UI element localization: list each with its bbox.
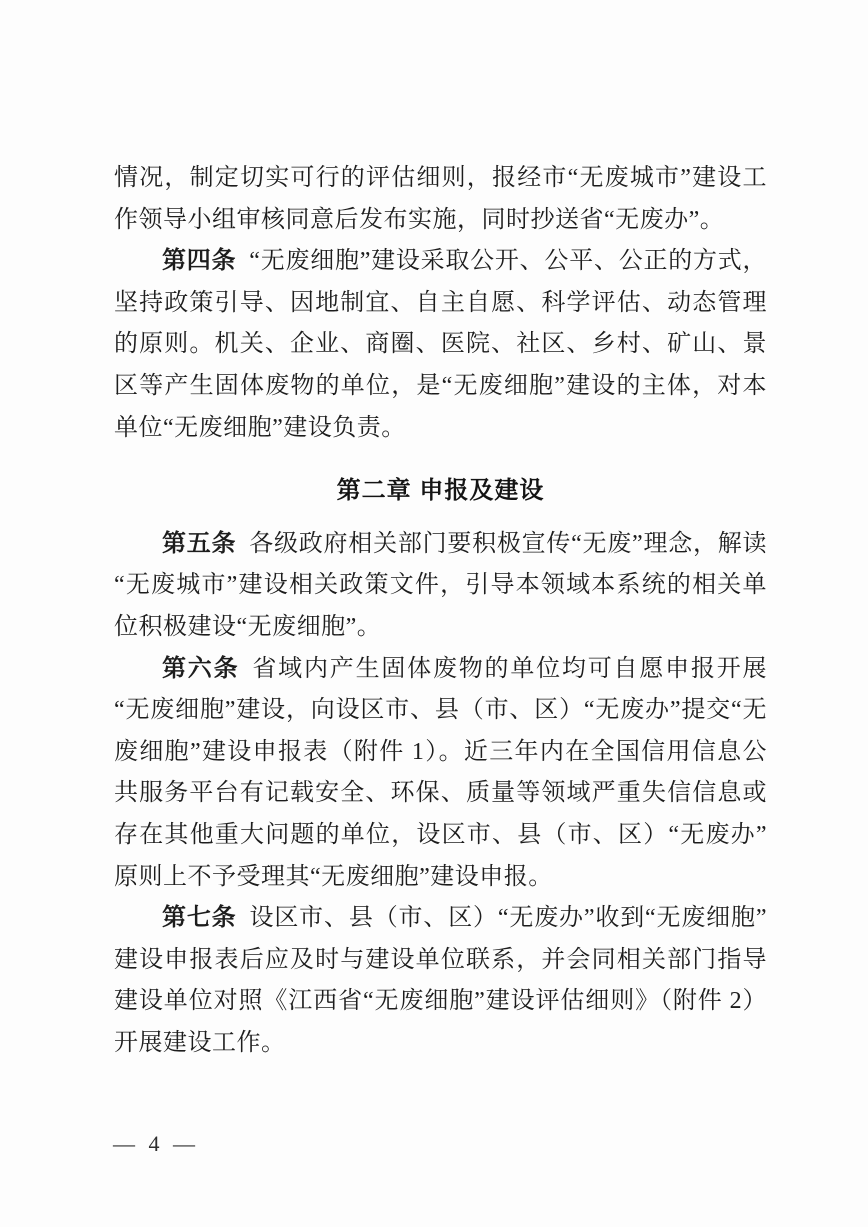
paragraph-continuation: 情况，制定切实可行的评估细则，报经市“无废城市”建设工作领导小组审核同意后发布实施，同时抄送省“无废办”。 [114, 165, 767, 233]
chapter-heading: 第二章 申报及建设 [336, 477, 545, 505]
article-6-text: 省域内产生固体废物的单位均可自愿申报开展“无废细胞”建设，向设区市、县（市、区）“无废办”提交“无废细胞”建设申报表（附件 1）。近三年内在全国信用信息公共服务平台有记载安全、环保、质量等领域严重失信信息或存在其他重大问题的单位，设区市、县（市、区）“无废办”原则上不予受理其“无废细胞”建设申报。 [114, 655, 768, 890]
page-number: — 4 — [113, 1131, 199, 1156]
document-text-block [114, 158, 767, 1064]
paragraph-article-4 [114, 241, 767, 449]
paragraph-article-7 [114, 898, 767, 1064]
paragraph-article-5 [114, 524, 767, 649]
article-4-text: “无废细胞”建设采取公开、公平、公正的方式，坚持政策引导、因地制宜、自主自愿、科学评估、动态管理的原则。机关、企业、商圈、医院、社区、乡村、矿山、景区等产生固体废物的单位，是“无废细胞”建设的主体，对本单位“无废细胞”建设负责。 [114, 248, 767, 441]
article-4-lead: 第四条 [162, 248, 237, 275]
article-5-lead: 第五条 [162, 530, 237, 557]
article-6-lead: 第六条 [162, 655, 240, 682]
article-5-text: 各级政府相关部门要积极宣传“无废”理念，解读“无废城市”建设相关政策文件，引导本领域本系统的相关单位积极建设“无废细胞”。 [114, 530, 767, 640]
paragraph-article-6 [114, 649, 767, 899]
article-7-text: 设区市、县（市、区）“无废办”收到“无废细胞”建设申报表后应及时与建设单位联系，并会同相关部门指导建设单位对照《江西省“无废细胞”建设评估细则》（附件 2）开展建设工作。 [114, 905, 768, 1056]
article-7-lead: 第七条 [162, 905, 237, 932]
page-footer [113, 1131, 199, 1157]
